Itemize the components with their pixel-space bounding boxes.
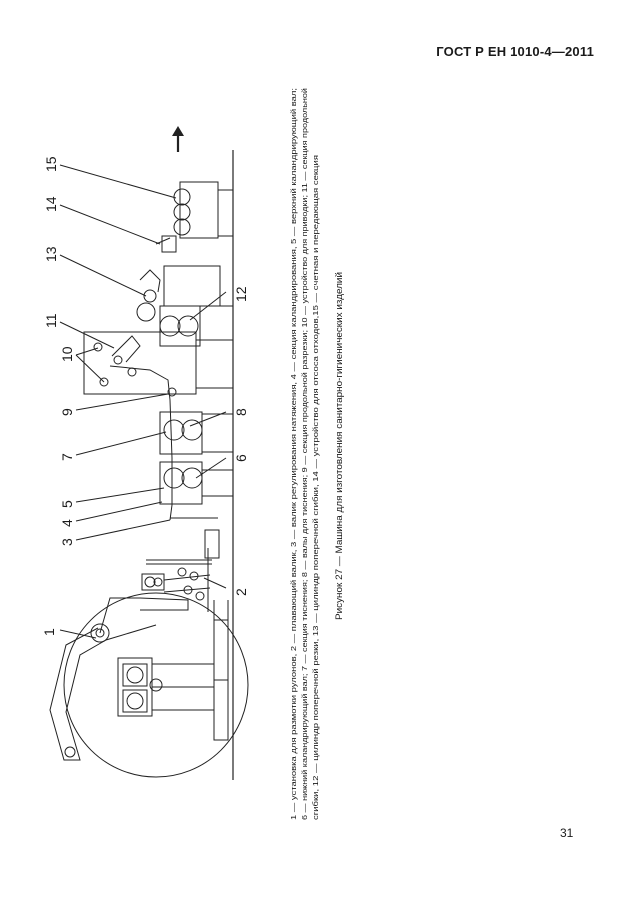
swing-arm xyxy=(50,628,106,760)
callout-12: 12 xyxy=(233,286,249,302)
callout-1: 1 xyxy=(41,628,57,636)
embossing-section xyxy=(160,412,202,454)
callout-2: 2 xyxy=(233,588,249,596)
callout-6: 6 xyxy=(233,454,249,462)
callout-9: 9 xyxy=(59,408,75,416)
figure-caption: Рисунок 27 — Машина для изготовления санитарно-гигиенических изделий xyxy=(334,303,344,620)
callout-11: 11 xyxy=(43,313,59,328)
document-header: ГОСТ Р ЕН 1010-4—2011 xyxy=(436,44,594,59)
callout-14: 14 xyxy=(43,196,59,212)
legend-line-1: 1 — установка для размотки рулонов, 2 — плавающий валик, 3 — валик регулирования натяжения, 4 — секция каландрирования, 5 — верхний каландрирующий вал; xyxy=(289,230,298,820)
unwinder-frame xyxy=(214,600,228,740)
callout-7: 7 xyxy=(59,453,75,461)
callout-4: 4 xyxy=(59,519,75,527)
callout-15: 15 xyxy=(43,156,59,172)
callout-3: 3 xyxy=(59,538,75,546)
parent-roll xyxy=(64,593,248,777)
callout-8: 8 xyxy=(233,408,249,416)
callout-10: 10 xyxy=(59,346,75,362)
flow-arrow-icon xyxy=(172,126,184,136)
callout-13: 13 xyxy=(43,246,59,262)
page-number: 31 xyxy=(560,826,574,840)
callout-5: 5 xyxy=(59,500,75,508)
legend-line-3: сгибки, 12 — цилиндр поперечной резки, 13 — цилиндр поперечной сгибки, 14 — устройство для отсоса отходов,15 — счетная и передающая секция xyxy=(311,290,320,820)
web-path xyxy=(110,366,172,520)
legend-line-2: 6 — нижний каландрирующий вал; 7 — секция тиснения; 8 — валы для тиснения; 9 — секция продольной разрезки; 10 — устройство для приводки; 11 — секция продольной xyxy=(300,205,309,820)
